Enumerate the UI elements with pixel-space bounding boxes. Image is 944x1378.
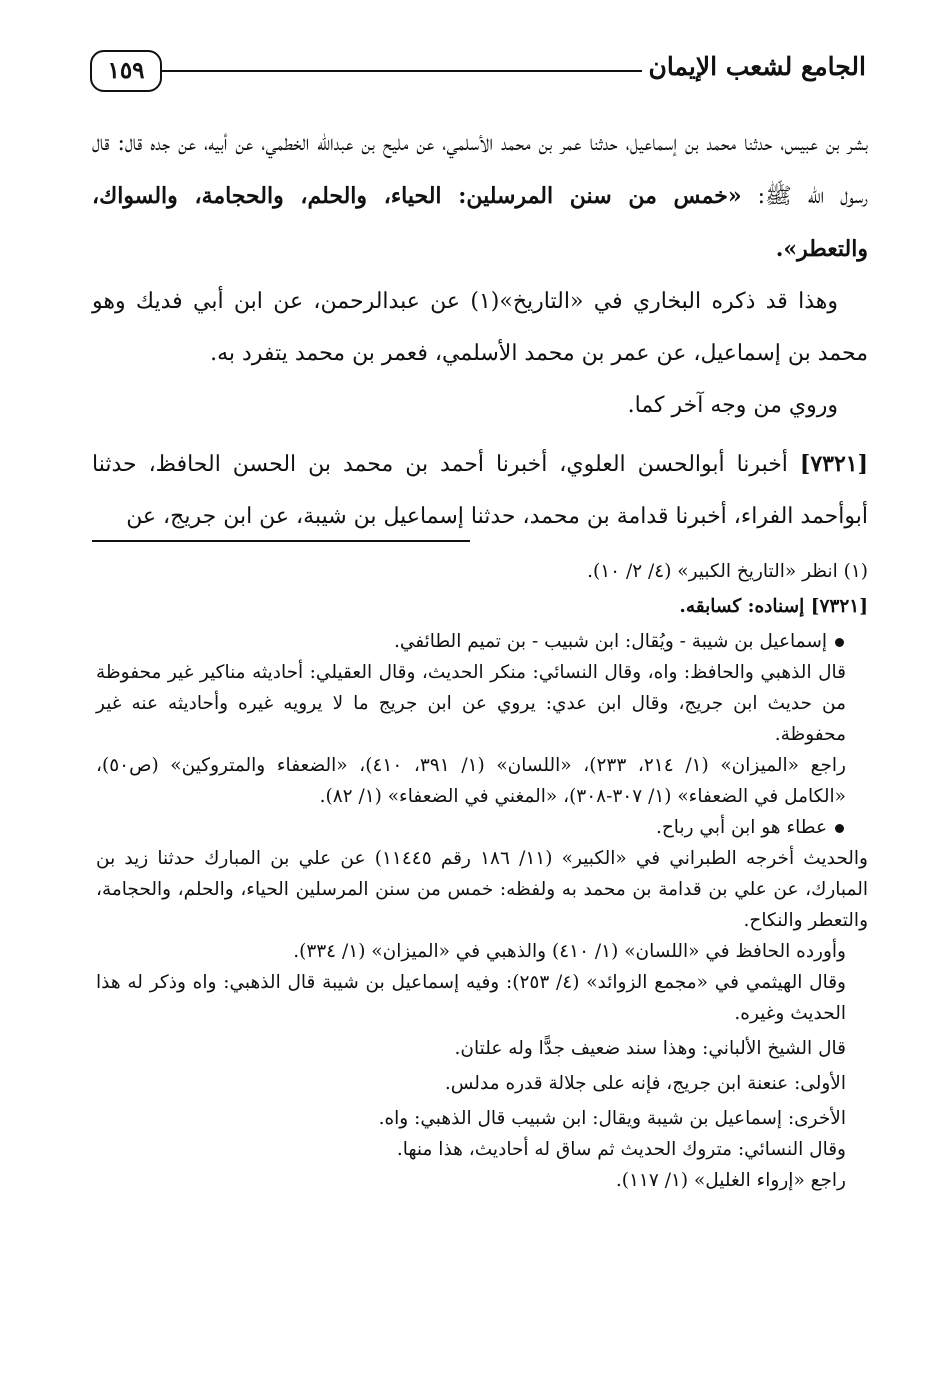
isnad-label: [٧٣٢١] إسناده: كسابقه. <box>679 596 868 617</box>
commentary-paragraph: وهذا قد ذكره البخاري في «التاريخ»(١) عن عبدالرحمن، عن ابن أبي فديك وهو محمد بن إسماعيل، عن عمر بن محمد الأسلمي، فعمر بن محمد يتفرد به. <box>92 289 868 366</box>
commentary-paragraph: وروي من وجه آخر كما. <box>627 393 838 418</box>
footnote-paragraph: الأخرى: إسماعيل بن شيبة ويقال: ابن شبيب قال الذهبي: واه. <box>378 1108 846 1129</box>
footnote-paragraph: والحديث أخرجه الطبراني في «الكبير» (١١/ ١٨٦ رقم ١١٤٤٥) عن علي بن المبارك حدثنا زيد بن المبارك، عن علي بن قدامة بن محمد به ولفظه: خمس من سنن المرسلين الحياء، والحلم، والحجامة، والتعطر والنكاح. <box>96 848 868 931</box>
record-paragraph <box>92 438 868 543</box>
footnote-paragraph: الأولى: عنعنة ابن جريج، فإنه على جلالة قدره مدلس. <box>444 1073 846 1094</box>
hadith-chain: بشر بن عبيس، حدثنا محمد بن إسماعيل، حدثنا عمر بن محمد الأسلمي، عن مليح بن عبدالله الخطمي، عن أبيه، عن جده قال: قال رسول الله ﷺ: <box>92 131 868 209</box>
page-header <box>90 46 866 100</box>
footnote-paragraph: قال الشيخ الألباني: وهذا سند ضعيف جدًّا وله علتان. <box>454 1038 846 1059</box>
footnote-paragraph: وقال الهيثمي في «مجمع الزوائد» (٤/ ٢٥٣): وفيه إسماعيل بن شيبة قال الذهبي: واه وذكر له هذا الحديث وغيره. <box>96 972 846 1024</box>
footnote-rule <box>92 540 470 542</box>
record-number: [٧٣٢١] <box>799 451 868 477</box>
running-title: الجامع لشعب الإيمان <box>642 52 866 81</box>
hadith-quote: «خمس من سنن المرسلين: الحياء، والحلم، والحجامة، والسواك، والتعطر». <box>92 183 868 262</box>
record-text: أخبرنا أبوالحسن العلوي، أخبرنا أحمد بن محمد بن الحسن الحافظ، حدثنا أبوأحمد الفراء، أخبرنا قدامة بن محمد، حدثنا إسماعيل بن شيبة، عن ابن جريج، عن <box>92 452 868 529</box>
footnote-paragraph: وأورده الحافظ في «اللسان» (١/ ٤١٠) والذهبي في «الميزان» (١/ ٣٣٤). <box>293 941 846 962</box>
footnote-paragraph: راجع «إرواء الغليل» (١/ ١١٧). <box>615 1170 846 1191</box>
bullet-icon <box>835 638 844 647</box>
footnote-paragraph: راجع «الميزان» (١/ ٢١٤، ٢٣٣)، «اللسان» (١/ ٣٩١، ٤١٠)، «الضعفاء والمتروكين» (ص٥٠)، «الكامل في الضعفاء» (١/ ٣٠٧-٣٠٨)، «المغني في الضعفاء» (١/ ٨٢). <box>96 755 846 807</box>
footnotes <box>96 556 868 1196</box>
footnote-1: (١) انظر «التاريخ الكبير» (٤/ ٢/ ١٠). <box>587 561 868 582</box>
footnote-paragraph: قال الذهبي والحافظ: واه، وقال النسائي: منكر الحديث، وقال العقيلي: أحاديثه مناكير غير محفوظة من حديث ابن جريج، وقال ابن عدي: يروي عن ابن جريج ما لا يرويه غيره وأحاديثه عنه غير محفوظة. <box>96 662 846 745</box>
footnote-paragraph: وقال النسائي: متروك الحديث ثم ساق له أحاديث، هذا منها. <box>396 1139 846 1160</box>
page-number: ١٥٩ <box>90 50 162 92</box>
main-text <box>92 118 868 543</box>
bullet-item: إسماعيل بن شيبة - ويُقال: ابن شبيب - بن تميم الطائفي. <box>96 626 868 657</box>
header-rule <box>160 70 661 72</box>
hadith-paragraph <box>92 118 868 276</box>
bullet-item: عطاء هو ابن أبي رباح. <box>96 812 868 843</box>
bullet-icon <box>835 824 844 833</box>
